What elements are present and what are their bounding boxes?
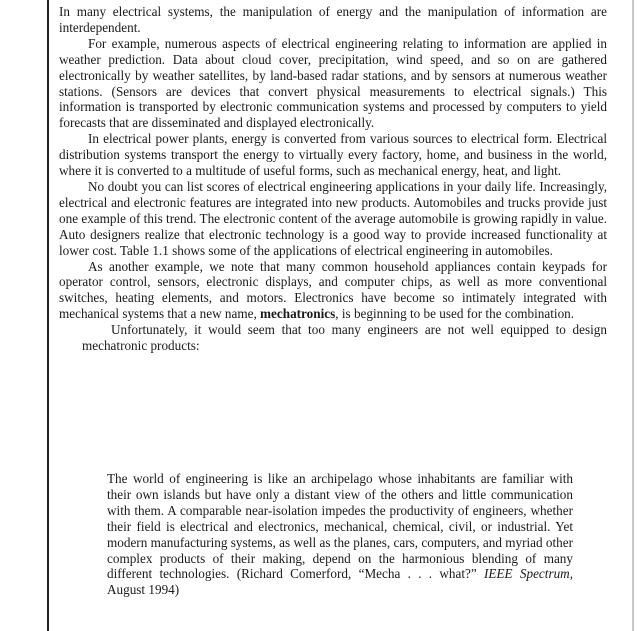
block-quote [107, 471, 573, 598]
paragraph-2: For example, numerous aspects of electrical engineering relating to information are applied in weather prediction. Data about cloud cover, precipitation, wind speed, and so on are gathered electronically by weather satellites, by land-based radar stations, and by sensors at numerous weather stations. (Sensors are devices that convert physical measurements to electrical signals.) This information is transported by electronic communication systems and processed by computers to yield forecasts that are disseminated and displayed electronically. [59, 35, 607, 131]
paragraph-5 [59, 259, 607, 323]
block-quote-text [107, 471, 573, 598]
left-margin-rule [47, 0, 49, 631]
paragraph-3: In electrical power plants, energy is converted from various sources to electrical form. Electrical distribution systems transport the energy to virtually every factory, home, and business in the world, where it is converted to a multitude of useful forms, such as mechanical energy, heat, and light. [59, 131, 607, 179]
quote-journal: IEEE Spectrum, [484, 566, 573, 582]
paragraph-5-text-before: As another example, we note that many common household appliances contain keypads for operator control, sensors, electronic displays, and computer chips, as well as more conventional switches, heating elements, and motors. Electronics have become so intimately integrated with mechanical systems that a new name, [59, 258, 607, 322]
paragraph-5-text-after: , is beginning to be used for the combination. [335, 306, 575, 322]
quote-intro: Unfortunately, it would seem that too many engineers are not well equipped to design mechatronic products: [82, 322, 607, 354]
body-text [59, 4, 607, 354]
quote-date: August 1994) [107, 582, 180, 598]
paragraph-1: In many electrical systems, the manipulation of energy and the manipulation of information are interdependent. [59, 4, 607, 35]
paragraph-4: No doubt you can list scores of electrical engineering applications in your daily life. Increasingly, electrical and electronic features are integrated into new products. Automobiles and trucks provide just one example of this trend. The electronic content of the average automobile is growing rapidly in value. Auto designers realize that electronic technology is a good way to provide increased functionality at lower cost. Table 1.1 shows some of the applications of electrical engineering in automobiles. [59, 178, 607, 258]
right-margin-rule [632, 0, 634, 631]
mechatronics-term: mechatronics [260, 306, 336, 322]
quote-body: The world of engineering is like an archipelago whose inhabitants are familiar with their own islands but have only a distant view of the others and little communication with them. A comparable near-isolation impedes the productivity of engineers, whether their field is electrical and electronics, mechanical, chemical, civil, or industrial. Yet modern manufacturing systems, as well as the planes, cars, computers, and myriad other complex products of their making, depend on the harmonious blending of many different technologies. (Richard Comerford, “Mecha . . . what?” [107, 471, 573, 582]
